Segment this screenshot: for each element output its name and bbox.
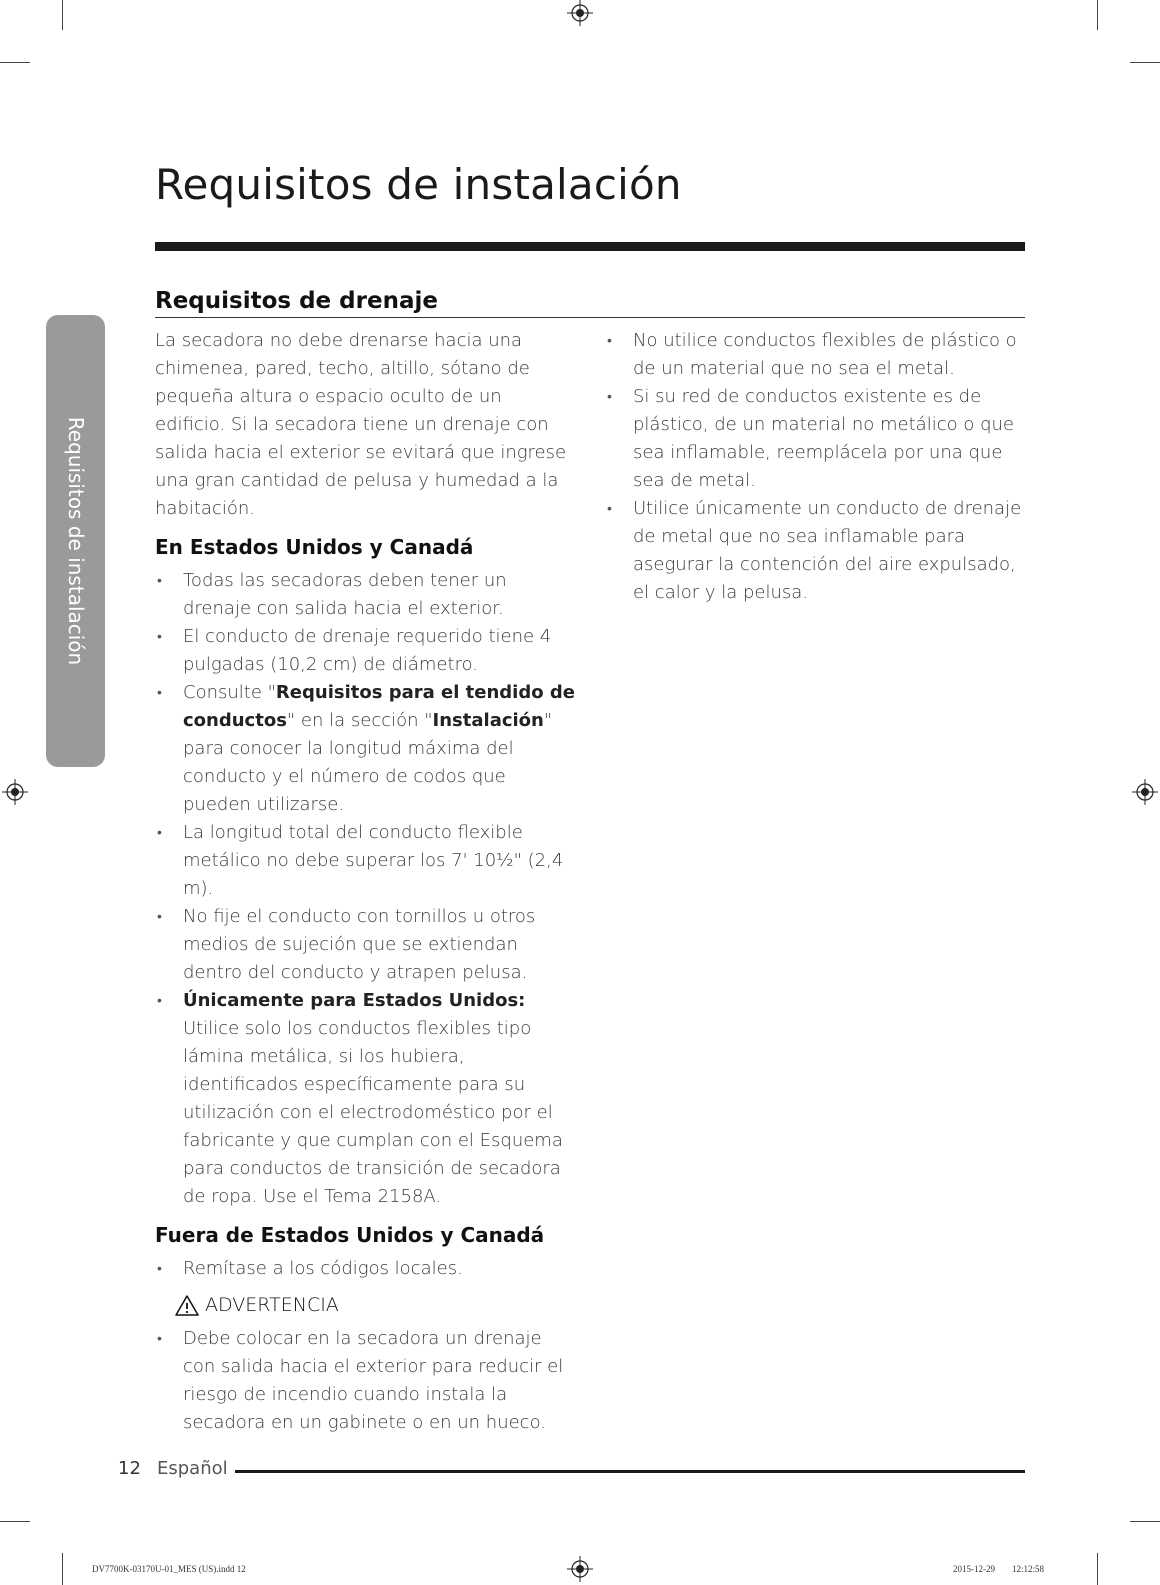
print-slug-date: 2015-12-29 [953,1564,995,1574]
list-item: • No utilice conductos flexibles de plástico o de un material que no sea el metal. [605,327,1025,383]
list-item [155,987,575,1211]
registration-mark-icon [567,0,593,26]
page-number: 12 [118,1458,141,1479]
footer-language: Español [157,1458,228,1479]
ref-ducting-requirements: Requisitos para el tendido de conductos [183,682,575,731]
intro-paragraph: La secadora no debe drenarse hacia una chimenea, pared, techo, altillo, sótano de pequeña altura o espacio oculto de un edificio. Si la secadora tiene un drenaje con salida hacia el exterior se evitará que ingrese una gran cantidad de pelusa y humedad a la habitación. [155,330,567,519]
page-title: Requisitos de instalación [155,160,682,209]
registration-mark-icon [567,1556,593,1582]
right-column [605,327,1025,607]
outside-list [155,1255,575,1283]
crop-mark [0,62,30,63]
consult-mid: " en la sección " [286,710,433,731]
list-item: • Remítase a los códigos locales. [155,1255,575,1283]
crop-mark [62,0,63,30]
usa-list [155,567,575,1211]
list-item: • Todas las secadoras deben tener un drenaje con salida hacia el exterior. [155,567,575,623]
list-item: • No fije el conducto con tornillos u otros medios de sujeción que se extiendan dentro del conducto y atrapen pelusa. [155,903,575,987]
crop-mark [1130,1521,1160,1522]
list-item [155,679,575,819]
section-rule [155,317,1025,318]
side-tab [46,315,105,767]
crop-mark [0,1521,30,1522]
list-item: • La longitud total del conducto flexible metálico no debe superar los 7' 10½" (2,4 m). [155,819,575,903]
usa-only-text: Utilice solo los conductos flexibles tipo lámina metálica, si los hubiera, identificados específicamente para su utilización con el electrodoméstico por el fabricante y que cumplan con el Esquema para conductos de transición de secadora de ropa. Use el Tema 2158A. [183,1018,563,1207]
list-item: • Si su red de conductos existente es de plástico, de un material no metálico o que sea inflamable, reemplácela por una que sea de metal. [605,383,1025,495]
side-tab-label: Requisitos de instalación [63,416,88,666]
outside-heading: Fuera de Estados Unidos y Canadá [155,1223,545,1247]
list-item: • Utilice únicamente un conducto de drenaje de metal que no sea inflamable para asegurar la contención del aire expulsado, el calor y la pelusa. [605,495,1025,607]
left-column [155,327,575,1437]
crop-mark [62,1553,63,1585]
ref-installation: Instalación [432,710,544,731]
consult-pre: Consulte " [183,682,276,703]
crop-mark [1130,62,1160,63]
registration-mark-icon [1132,779,1158,805]
right-list [605,327,1025,607]
warning-header [155,1291,575,1319]
warning-label: ADVERTENCIA [205,1294,339,1316]
section-heading: Requisitos de drenaje [155,288,438,314]
print-slug-file: DV7700K-03170U-01_MES (US).indd 12 [92,1564,246,1574]
crop-mark [1097,1553,1098,1585]
usa-heading: En Estados Unidos y Canadá [155,535,474,559]
footer-rule [235,1470,1025,1473]
registration-mark-icon [2,779,28,805]
list-item: • El conducto de drenaje requerido tiene 4 pulgadas (10,2 cm) de diámetro. [155,623,575,679]
print-slug-time: 12:12:58 [1012,1564,1045,1574]
title-rule [155,242,1025,251]
usa-only-label: Únicamente para Estados Unidos: [183,990,526,1011]
list-item: • Debe colocar en la secadora un drenaje con salida hacia el exterior para reducir el riesgo de incendio cuando instala la secadora en un gabinete o en un hueco. [155,1325,575,1437]
crop-mark [1097,0,1098,30]
warning-list [155,1325,575,1437]
consult-post: " para conocer la longitud máxima del conducto y el número de codos que pueden utilizarse. [183,710,553,815]
warning-triangle-icon [175,1295,199,1316]
